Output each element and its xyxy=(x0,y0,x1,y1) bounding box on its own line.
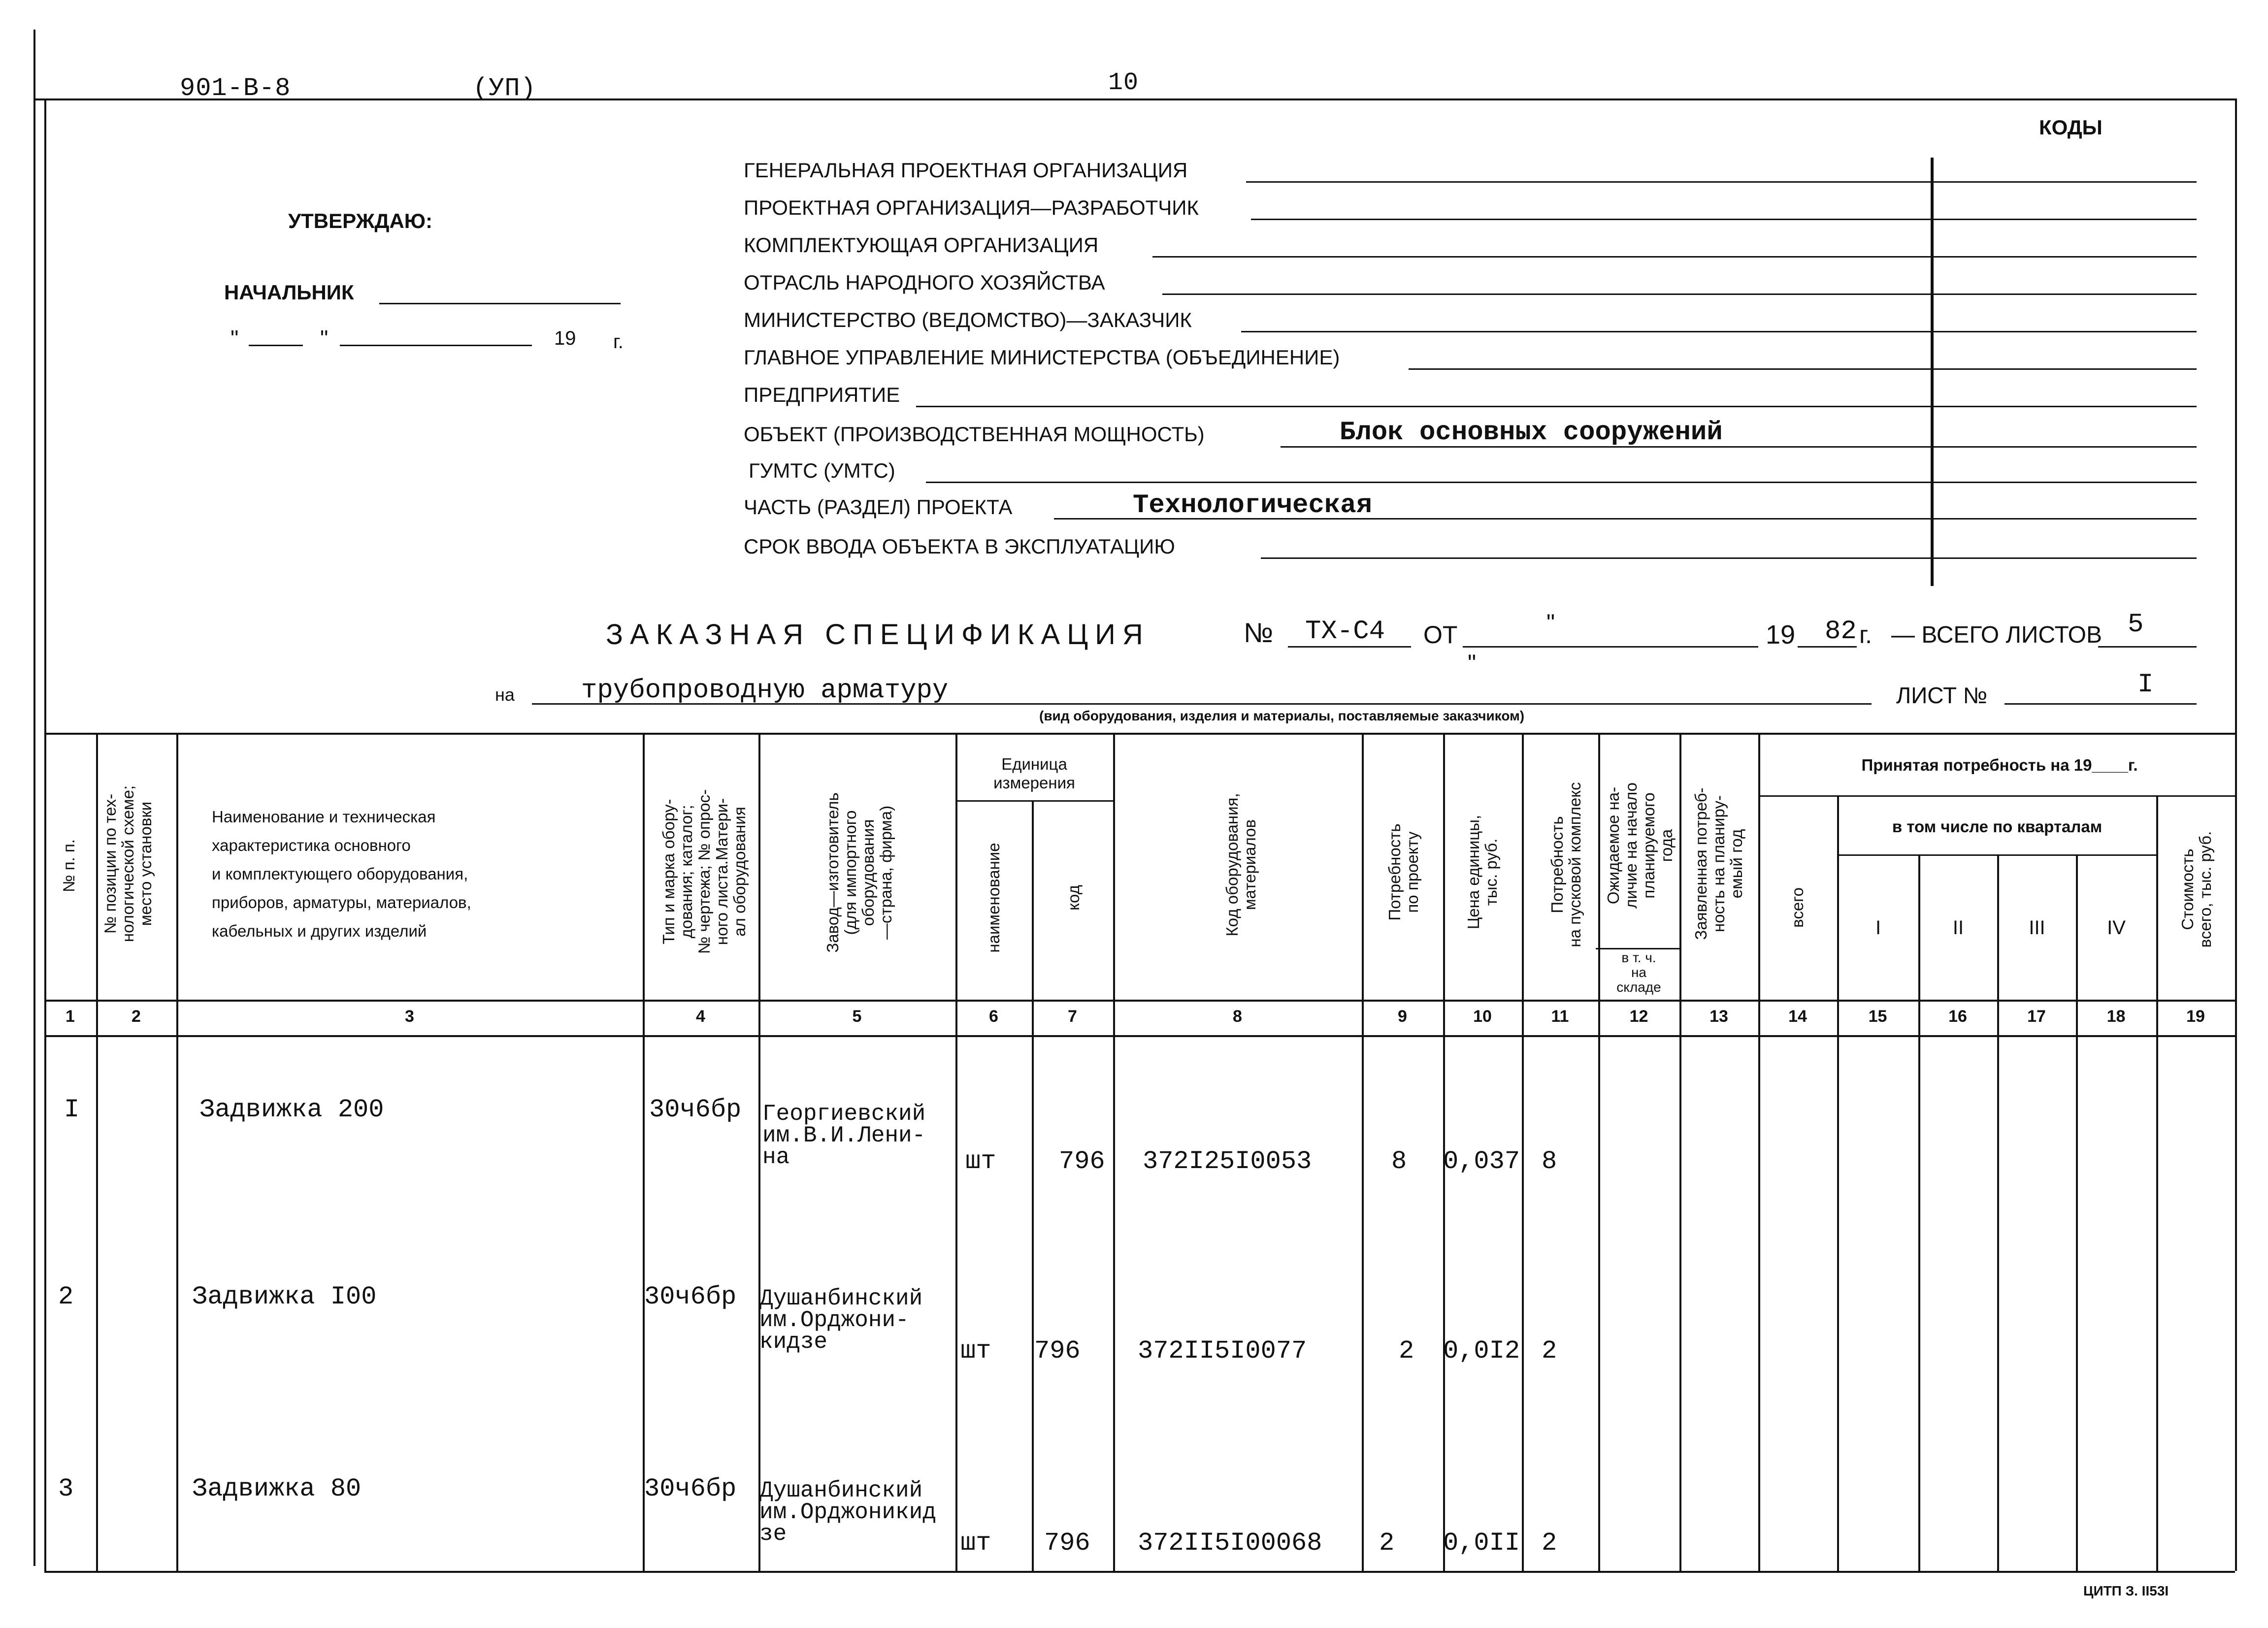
sheet-line xyxy=(2005,703,2197,705)
colnum-4: 4 xyxy=(696,1007,705,1026)
col-19-header: Стоимость всего, тыс. руб. xyxy=(2178,831,2214,948)
approve-year-suffix: г. xyxy=(613,331,624,353)
org-object-label: ОБЪЕКТ (ПРОИЗВОДСТВЕННАЯ МОЩНОСТЬ) xyxy=(744,423,1205,446)
quarters-header: в том числе по кварталам xyxy=(1892,817,2103,836)
colnum-3: 3 xyxy=(405,1007,414,1026)
col-15-header: I xyxy=(1875,917,1881,939)
spec-for-line xyxy=(532,703,1872,705)
form-left-border xyxy=(44,98,46,1571)
vline-11 xyxy=(1598,733,1600,1571)
org-general-label: ГЕНЕРАЛЬНАЯ ПРОЕКТНАЯ ОРГАНИЗАЦИЯ xyxy=(744,159,1188,182)
spec-total-label: — ВСЕГО ЛИСТОВ xyxy=(1891,622,2102,648)
codes-label: КОДЫ xyxy=(2039,116,2103,139)
colnum-5: 5 xyxy=(852,1007,862,1026)
colnum-17: 17 xyxy=(2027,1007,2046,1026)
org-directorate-label: ГЛАВНОЕ УПРАВЛЕНИЕ МИНИСТЕРСТВА (ОБЪЕДИНЕНИЕ) xyxy=(744,346,1340,369)
colnum-15: 15 xyxy=(1868,1007,1887,1026)
spec-for-label: на xyxy=(495,684,515,705)
vline-6 xyxy=(1032,800,1034,1571)
vline-4 xyxy=(758,733,760,1571)
row-2-start: 2 xyxy=(1542,1336,1557,1366)
spec-quote-b: " xyxy=(1468,651,1477,677)
spec-year-suffix: г. xyxy=(1859,621,1873,649)
vline-3 xyxy=(643,733,645,1571)
org-part-value: Технологическая xyxy=(1133,490,1373,521)
top-rule xyxy=(33,98,2235,100)
vline-2 xyxy=(176,733,178,1571)
spec-year-prefix: 19 xyxy=(1766,620,1796,650)
row-1-type: 30ч6бр xyxy=(649,1095,742,1124)
spec-title: ЗАКАЗНАЯ СПЕЦИФИКАЦИЯ xyxy=(606,619,1150,651)
org-enterprise-line xyxy=(916,406,2197,407)
col-10-header: Цена единицы, тыс. руб. xyxy=(1464,814,1500,930)
org-ministry-label: МИНИСТЕРСТВО (ВЕДОМСТВО)—ЗАКАЗЧИК xyxy=(744,308,1192,331)
colnum-6: 6 xyxy=(989,1007,998,1026)
col-1-header: № п. п. xyxy=(60,839,78,892)
chief-signature-line xyxy=(379,303,621,304)
document-code: 901-В-8 xyxy=(180,74,291,103)
spec-date-line xyxy=(1463,646,1758,648)
colnum-14: 14 xyxy=(1788,1007,1807,1026)
approve-year-prefix: 19 xyxy=(554,327,576,349)
spec-from-label: ОТ xyxy=(1423,621,1458,649)
col-8-header: Код оборудования, материалов xyxy=(1223,793,1259,937)
colnum-2: 2 xyxy=(131,1007,141,1026)
colnum-bottom-rule xyxy=(44,1035,2235,1037)
vline-18 xyxy=(2156,795,2158,1571)
org-complete-line xyxy=(1152,256,2197,258)
row-3-start: 2 xyxy=(1542,1529,1557,1558)
vline-5 xyxy=(955,733,957,1571)
row-3-code: 372II5I00068 xyxy=(1138,1529,1322,1558)
row-2-unit-code: 796 xyxy=(1034,1336,1081,1366)
row-1-unit: шт xyxy=(965,1147,996,1176)
spec-for-value: трубопроводную арматуру xyxy=(581,676,949,706)
row-2-type: 30ч6бр xyxy=(644,1282,737,1311)
org-industry-line xyxy=(1162,293,2197,295)
chief-label: НАЧАЛЬНИК xyxy=(224,281,354,304)
accepted-group-header: Принятая потребность на 19____г. xyxy=(1861,756,2138,774)
org-object-value: Блок основных сооружений xyxy=(1340,418,1723,448)
vline-12 xyxy=(1679,733,1681,1571)
org-gumts-line xyxy=(926,482,2197,483)
org-enterprise-label: ПРЕДПРИЯТИЕ xyxy=(744,383,900,406)
col-9-header: Потребность по проекту xyxy=(1385,823,1421,921)
vline-15 xyxy=(1918,854,1920,1571)
spec-no-value: ТХ-С4 xyxy=(1305,617,1385,647)
row-1-maker: Георгиевский им.В.И.Лени- на xyxy=(762,1101,926,1170)
vline-7 xyxy=(1113,733,1115,1571)
header-bottom-rule xyxy=(44,1000,2235,1002)
row-3-type: 30ч6бр xyxy=(644,1474,737,1503)
spec-no-line xyxy=(1288,646,1411,648)
approve-quote-close: " xyxy=(320,326,329,351)
colnum-8: 8 xyxy=(1233,1007,1242,1026)
col-3-header: Наименование и техническая характеристика основного и комплектующего оборудования, приборов, арматуры, материалов, кабельных и других изделий xyxy=(212,808,471,940)
left-margin-line xyxy=(33,30,35,1566)
vline-16 xyxy=(1997,854,1999,1571)
col-7-header: код xyxy=(1064,885,1083,911)
spec-total-line xyxy=(2098,646,2197,648)
row-3-maker: Душанбинский им.Орджоникид зе xyxy=(759,1478,936,1547)
colnum-18: 18 xyxy=(2106,1007,2126,1026)
row-2-name: Задвижка I00 xyxy=(192,1282,377,1311)
vline-8 xyxy=(1362,733,1364,1571)
org-directorate-line xyxy=(1409,368,2197,370)
org-deadline-label: СРОК ВВОДА ОБЪЕКТА В ЭКСПЛУАТАЦИЮ xyxy=(744,535,1175,558)
vline-17 xyxy=(2076,854,2078,1571)
colnum-7: 7 xyxy=(1068,1007,1077,1026)
org-deadline-line xyxy=(1261,557,2197,559)
row-1-num: I xyxy=(64,1095,80,1124)
row-3-price: 0,0II xyxy=(1443,1529,1520,1558)
colnum-1: 1 xyxy=(66,1007,75,1026)
row-2-maker: Душанбинский им.Орджони- кидзе xyxy=(759,1286,923,1355)
col-13-header: Заявленная потреб- ность на планиру- емый год xyxy=(1692,787,1745,940)
spec-no-label: № xyxy=(1244,617,1274,648)
table-top-rule xyxy=(44,733,2235,735)
colnum-11: 11 xyxy=(1551,1007,1569,1026)
org-complete-label: КОМПЛЕКТУЮЩАЯ ОРГАНИЗАЦИЯ xyxy=(744,233,1099,257)
row-2-unit: шт xyxy=(960,1336,991,1366)
accepted-group-rule xyxy=(1758,795,2235,797)
vline-14 xyxy=(1837,795,1839,1571)
vline-10 xyxy=(1522,733,1524,1571)
stock-sub-rule xyxy=(1596,948,1679,949)
quarters-rule xyxy=(1837,854,2156,856)
row-2-num: 2 xyxy=(58,1282,74,1311)
row-1-unit-code: 796 xyxy=(1059,1147,1105,1176)
org-developer-line xyxy=(1251,219,2197,220)
row-2-code: 372II5I0077 xyxy=(1138,1336,1307,1366)
approve-quote-open: " xyxy=(230,326,239,351)
row-3-name: Задвижка 80 xyxy=(192,1474,362,1503)
approve-title: УТВЕРЖДАЮ: xyxy=(288,209,433,232)
col-12-header: Ожидаемое на- личие на начало планируемого года xyxy=(1604,782,1676,909)
org-object-line xyxy=(1281,446,2197,448)
colnum-12: 12 xyxy=(1629,1007,1648,1026)
row-3-unit-code: 796 xyxy=(1044,1529,1090,1558)
colnum-16: 16 xyxy=(1948,1007,1967,1026)
col-12-subheader: в т. ч. на складе xyxy=(1616,950,1661,995)
col-6-header: наименование xyxy=(985,843,1003,953)
row-1-need: 8 xyxy=(1391,1147,1407,1176)
vline-1 xyxy=(96,733,98,1571)
col-4-header: Тип и марка обору- дования; каталог; № чертежа; № опрос- ного листа.Матери- ал оборудования xyxy=(659,789,749,954)
org-developer-label: ПРОЕКТНАЯ ОРГАНИЗАЦИЯ—РАЗРАБОТЧИК xyxy=(744,196,1199,219)
unit-group-rule xyxy=(955,800,1113,802)
spec-year-value: 82 xyxy=(1825,617,1857,647)
page-number: 10 xyxy=(1108,69,1139,97)
spec-year-line xyxy=(1798,646,1857,648)
spec-subnote: (вид оборудования, изделия и материалы, поставляемые заказчиком) xyxy=(1039,708,1525,723)
col-11-header: Потребность на пусковой комплекс xyxy=(1548,782,1584,947)
org-part-label: ЧАСТЬ (РАЗДЕЛ) ПРОЕКТА xyxy=(744,495,1013,519)
row-1-start: 8 xyxy=(1542,1147,1557,1176)
vline-13 xyxy=(1758,733,1760,1571)
sheet-value: I xyxy=(2137,670,2154,700)
org-part-line xyxy=(1054,518,2197,520)
org-ministry-line xyxy=(1241,331,2197,332)
spec-quote-a: " xyxy=(1546,610,1555,636)
colnum-10: 10 xyxy=(1473,1007,1492,1026)
unit-group-header: Единица измерения xyxy=(993,755,1075,792)
row-3-need: 2 xyxy=(1379,1529,1395,1558)
col-5-header: Завод—изготовитель (для импортного оборудования —страна, фирма) xyxy=(823,792,895,953)
row-2-price: 0,0I2 xyxy=(1443,1336,1520,1366)
org-general-line xyxy=(1246,181,2197,183)
row-3-num: 3 xyxy=(58,1474,74,1503)
printer-mark: ЦИТП З. II53I xyxy=(2083,1583,2169,1598)
col-16-header: II xyxy=(1952,917,1964,939)
row-1-price: 0,037 xyxy=(1443,1147,1520,1176)
codes-divider xyxy=(1931,158,1934,586)
org-gumts-label: ГУМТС (УМТС) xyxy=(749,459,895,482)
colnum-9: 9 xyxy=(1398,1007,1407,1026)
row-2-need: 2 xyxy=(1399,1336,1414,1366)
form-right-border xyxy=(2235,98,2237,1571)
row-1-name: Задвижка 200 xyxy=(199,1095,384,1124)
col-2-header: № позиции по тех- нологической схеме; место установки xyxy=(101,785,155,943)
row-1-code: 372I25I0053 xyxy=(1143,1147,1312,1176)
row-3-unit: шт xyxy=(960,1529,991,1558)
approve-day-line xyxy=(249,345,303,346)
approve-month-line xyxy=(340,345,532,346)
col-17-header: III xyxy=(2029,917,2045,939)
col-18-header: IV xyxy=(2107,917,2126,939)
colnum-13: 13 xyxy=(1709,1007,1728,1026)
org-industry-label: ОТРАСЛЬ НАРОДНОГО ХОЗЯЙСТВА xyxy=(744,271,1105,294)
sheet-label: ЛИСТ № xyxy=(1896,683,1988,708)
table-bottom-rule xyxy=(44,1571,2235,1573)
col-14-header: всего xyxy=(1788,887,1807,928)
colnum-19: 19 xyxy=(2186,1007,2205,1026)
spec-total-value: 5 xyxy=(2128,610,2144,640)
volume-label: (УП) xyxy=(473,74,536,103)
